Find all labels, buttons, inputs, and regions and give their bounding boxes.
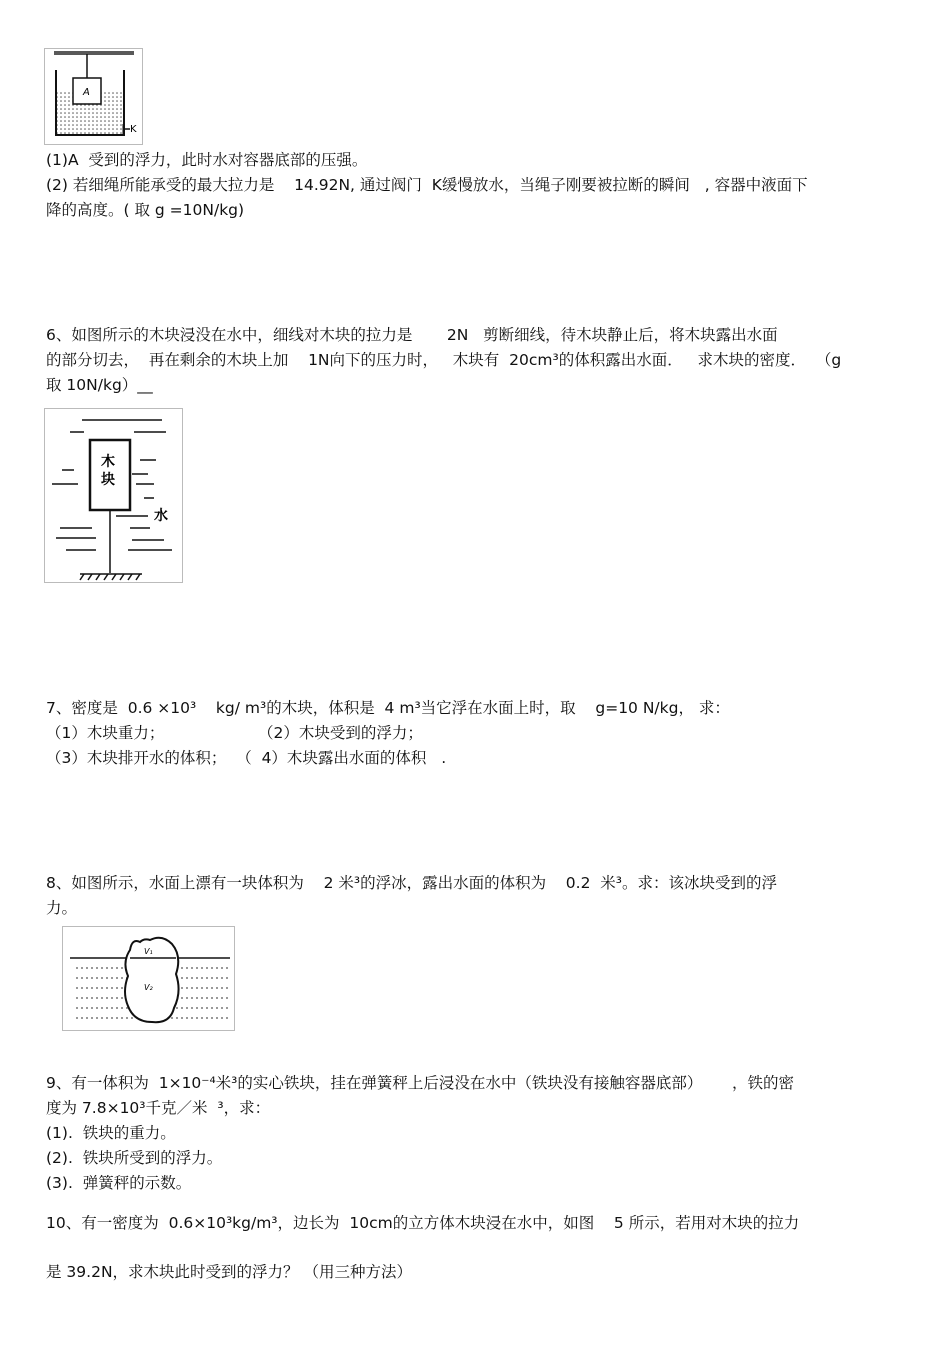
label-v2: V₂ — [144, 983, 153, 992]
container-figure — [44, 48, 149, 146]
problem9-line4: (2). 铁块所受到的浮力。 — [46, 1149, 223, 1167]
problem5-line3: 降的高度。( 取 g =10N/kg) — [46, 201, 245, 219]
problem9-line5: (3). 弹簧秤的示数。 — [46, 1174, 192, 1192]
problem5-line2: (2) 若细绳所能承受的最大拉力是 14.92N, 通过阀门 K缓慢放水，当绳子刚要被拉断的瞬间 , 容器中液面下 — [46, 176, 808, 194]
wood-block-label-2: 块 — [101, 472, 115, 488]
problem9-line3: (1). 铁块的重力。 — [46, 1124, 176, 1142]
problem7-line3: （3）木块排开水的体积； （ 4）木块露出水面的体积 . — [46, 749, 447, 767]
problem6-line2: 的部分切去， 再在剩余的木块上加 1N向下的压力时， 木块有 20cm³的体积露出水面． 求木块的密度． （g — [46, 351, 842, 369]
problem5-line1: (1)A 受到的浮力，此时水对容器底部的压强。 — [46, 151, 368, 169]
problem7-line1: 7、密度是 0.6 ×10³ kg/ m³的木块，体积是 4 m³当它浮在水面上时，取 g=10 N/kg， 求： — [46, 699, 730, 717]
problem9-line1: 9、有一体积为 1×10⁻⁴米³的实心铁块，挂在弹簧秤上后浸没在水中（铁块没有接触容器底部） ，铁的密 — [46, 1074, 794, 1092]
problem9-line2: 度为 7.8×10³千克／米 ³，求： — [46, 1099, 271, 1117]
problem6-line3: 取 10N/kg）__ — [46, 376, 153, 394]
problem8-line1: 8、如图所示，水面上漂有一块体积为 2 米³的浮冰，露出水面的体积为 0.2 米³。求：该冰块受到的浮 — [46, 874, 778, 892]
floor-hatch — [80, 574, 142, 580]
problem8-line2: 力。 — [46, 899, 78, 917]
problem6-line1: 6、如图所示的木块浸没在水中，细线对木块的拉力是 2N 剪断细线，待木块静止后，将木块露出水面 — [46, 326, 778, 344]
problem10-line1: 10、有一密度为 0.6×10³kg/m³，边长为 10cm的立方体木块浸在水中，如图 5 所示，若用对木块的拉力 — [46, 1214, 800, 1232]
wood-block-figure — [44, 408, 186, 584]
problem10-line2: 是 39.2N，求木块此时受到的浮力？ （用三种方法） — [46, 1263, 412, 1281]
water-label: 水 — [154, 508, 168, 524]
valve-K-label: K — [130, 124, 137, 135]
wood-block-label-1: 木 — [101, 454, 115, 470]
block-A-label: A — [83, 87, 90, 98]
problem7-line2: （1）木块重力； （2）木块受到的浮力； — [46, 724, 423, 742]
floating-ice-figure — [62, 926, 238, 1032]
ceiling-hatch — [54, 52, 134, 54]
label-v1: V₁ — [144, 947, 153, 956]
